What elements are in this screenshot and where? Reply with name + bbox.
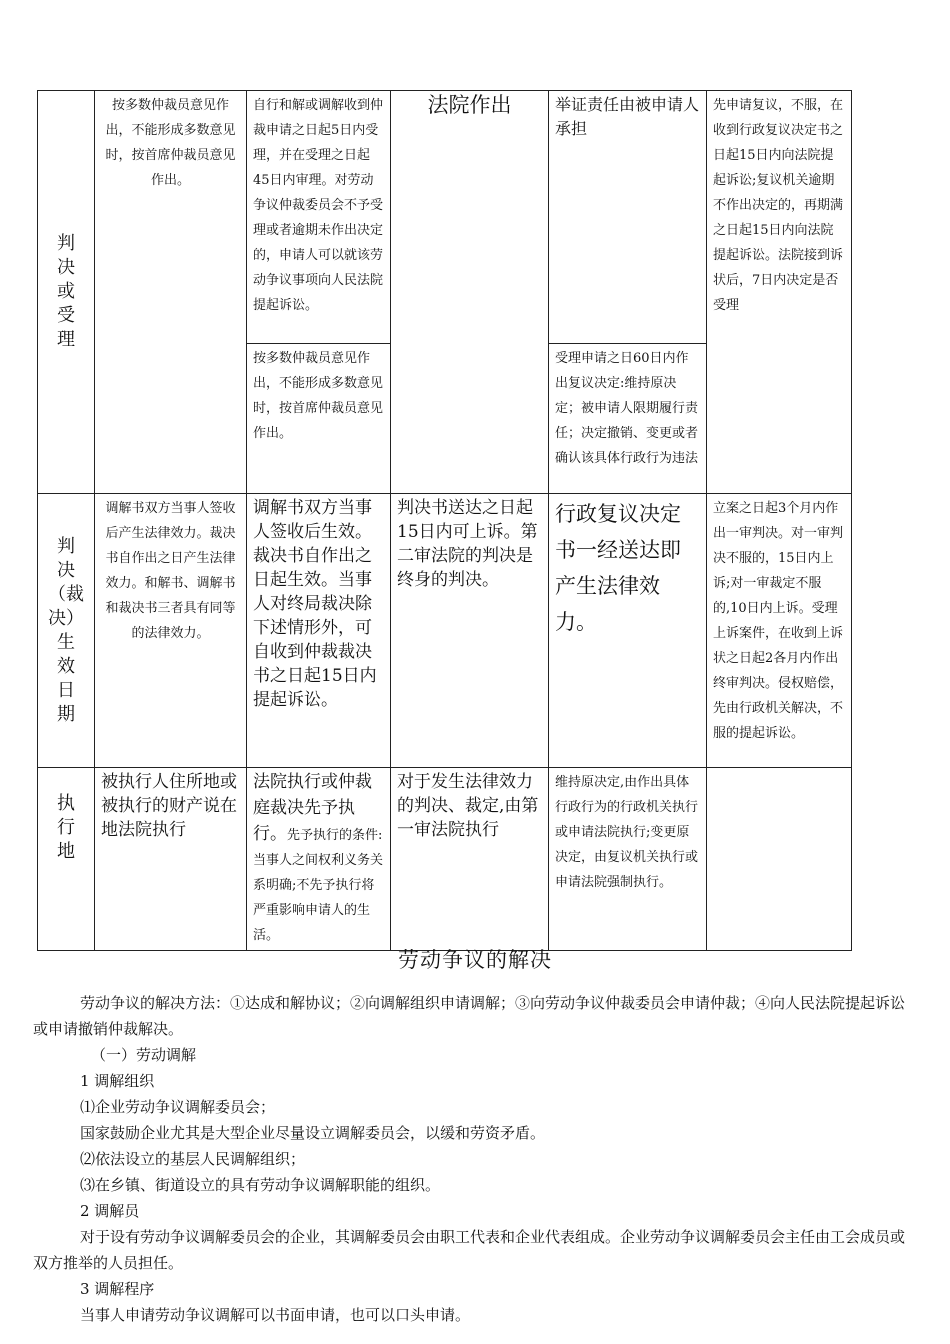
cell-burden-of-proof: 举证责任由被申请人承担 (549, 91, 707, 344)
heading-mediation-procedure: 3 调解程序 (80, 1280, 155, 1298)
cell-review-execution: 维持原决定,由作出具体行政行为的行政机关执行或申请法院执行;变更原决定，由复议机关执行或申请法院强制执行。 (549, 768, 707, 951)
list-item: ⑴企业劳动争议调解委员会； (80, 1098, 276, 1116)
heading-labor-mediation: （一）劳动调解 (91, 1046, 197, 1064)
arbitration-execution-main: 法院执行或仲裁庭裁决先予执行。 (253, 772, 372, 844)
body-text (33, 990, 918, 1328)
cell-litigation-effective: 立案之日起3个月内作出一审判决。对一审判决不服的，15日内上诉;对一审裁定不服的,10日内上诉。受理上诉案件，在收到上诉状之日起2各月内作出终审判决。侵权赔偿，先由行政机关解决，不服的提起诉讼。 (707, 494, 852, 768)
cell-arbitration-execution (247, 768, 391, 951)
list-item: ⑶在乡镇、街道设立的具有劳动争议调解职能的组织。 (80, 1176, 441, 1194)
cell-arbitration-decision: 按多数仲裁员意见作出，不能形成多数意见时，按首席仲裁员意见作出。 (247, 344, 391, 494)
row-head-judgment: 判 决 或 受 理 (38, 91, 95, 494)
heading-mediator: 2 调解员 (80, 1202, 140, 1220)
cell-review-decision: 受理申请之日60日内作出复议决定:维持原决定；被申请人限期履行责任；决定撤销、变更或者确认该具体行政行为违法 (549, 344, 707, 494)
cell-litigation-execution (707, 768, 852, 951)
heading-mediation-organization: 1 调解组织 (80, 1072, 155, 1090)
cell-mediation-effective: 调解书双方当事人签收后产生法律效力。裁决书自作出之日产生法律效力。和解书、调解书和裁决书三者具有同等的法律效力。 (95, 494, 247, 768)
row-head-execution: 执 行 地 (38, 768, 95, 951)
cell-review-effective: 行政复议决定书一经送达即产生法律效力。 (549, 494, 707, 768)
cell-court-execution: 对于发生法律效力的判决、裁定,由第一审法院执行 (391, 768, 549, 951)
arbitration-execution-condition: 先予执行的条件:当事人之间权利义务关系明确;不先予执行将严重影响申请人的生活。 (253, 828, 384, 943)
paragraph-methods: 劳动争议的解决方法：①达成和解协议；②向调解组织申请调解；③向劳动争议仲裁委员会申请仲裁；④向人民法院提起诉讼或申请撤销仲裁解决。 (33, 994, 906, 1038)
section-title: 劳动争议的解决 (398, 948, 552, 972)
paragraph-procedure: 当事人申请劳动争议调解可以书面申请，也可以口头申请。 (80, 1306, 471, 1324)
list-item: ⑵依法设立的基层人民调解组织； (80, 1150, 306, 1168)
row-head-effective-date: 判 决 （裁 决） 生 效 日 期 (38, 494, 95, 768)
cell-court-effective: 判决书送达之日起15日内可上诉。第二审法院的判决是终身的判决。 (391, 494, 549, 768)
cell-arbitration-acceptance: 自行和解或调解收到仲裁申请之日起5日内受理，并在受理之日起45日内审理。对劳动争议仲裁委员会不予受理或者逾期未作出决定的，申请人可以就该劳动争议事项向人民法院提起诉讼。 (247, 91, 391, 344)
cell-mediation-judgment: 按多数仲裁员意见作出，不能形成多数意见时，按首席仲裁员意见作出。 (95, 91, 247, 494)
cell-mediation-execution: 被执行人住所地或被执行的财产说在地法院执行 (95, 768, 247, 951)
cell-litigation-acceptance: 先申请复议，不服，在收到行政复议决定书之日起15日内向法院提起诉讼;复议机关逾期不作出决定的，再期满之日起15日内向法院提起诉讼。法院接到诉状后，7日内决定是否受理 (707, 91, 852, 494)
paragraph-encourage: 国家鼓励企业尤其是大型企业尽量设立调解委员会，以缓和劳资矛盾。 (80, 1124, 546, 1142)
cell-arbitration-effective: 调解书双方当事人签收后生效。裁决书自作出之日起生效。当事人对终局裁决除下述情形外，可自收到仲裁裁决书之日起15日内提起诉讼。 (247, 494, 391, 768)
comparison-table (37, 90, 852, 951)
paragraph-mediator: 对于设有劳动争议调解委员会的企业，其调解委员会由职工代表和企业代表组成。企业劳动争议调解委员会主任由工会成员或双方推举的人员担任。 (33, 1228, 906, 1272)
cell-court-judgment: 法院作出 (391, 91, 549, 494)
